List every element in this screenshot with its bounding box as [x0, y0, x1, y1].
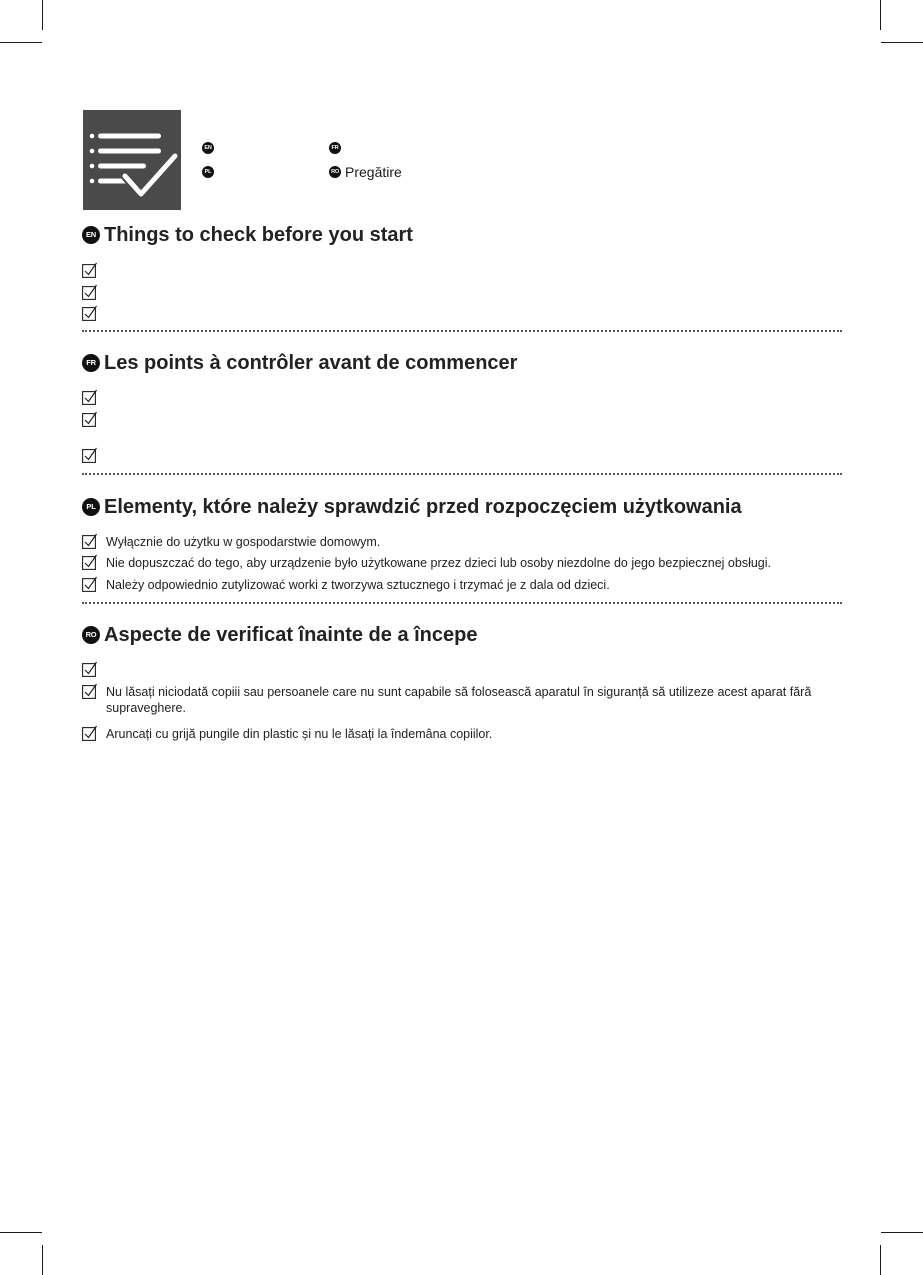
language-badge: PL	[82, 498, 100, 516]
checkbox-checked-icon	[82, 576, 98, 592]
section-heading: Elementy, które należy sprawdzić przed rozpoczęciem użytkowania	[104, 496, 742, 518]
language-badge: PL	[202, 166, 214, 178]
crop-mark	[42, 1245, 43, 1275]
dotted-divider	[82, 602, 842, 604]
section-title-pl	[82, 496, 742, 519]
language-badge: RO	[82, 626, 100, 644]
dotted-divider	[82, 473, 842, 475]
crop-mark	[0, 42, 42, 43]
language-badge: EN	[82, 226, 100, 244]
crop-mark	[881, 1232, 923, 1233]
checkbox-checked-icon	[82, 533, 98, 549]
checkbox-checked-icon	[82, 389, 98, 405]
checkbox-checked-icon	[82, 411, 98, 427]
crop-mark	[880, 0, 881, 30]
section-title-en	[82, 224, 413, 247]
section-title-fr	[82, 352, 517, 375]
language-badge: RO	[329, 166, 341, 178]
checkbox-checked-icon	[82, 305, 98, 321]
checklist-item-text: Aruncați cu grijă pungile din plastic și nu le lăsați la îndemâna copiilor.	[106, 727, 493, 741]
crop-mark	[880, 1245, 881, 1275]
section-title-ro	[82, 624, 477, 647]
checklist-item-text: Należy odpowiednio zutylizować worki z tworzywa sztucznego i trzymać je z dala od dzieci.	[106, 578, 610, 592]
crop-mark	[881, 42, 923, 43]
checkbox-checked-icon	[82, 262, 98, 278]
checklist-item-text: Nie dopuszczać do tego, aby urządzenie było użytkowane przez dzieci lub osoby niezdolne do jego bezpiecznej obsługi.	[106, 556, 771, 570]
checkbox-checked-icon	[82, 284, 98, 300]
header-label-pl	[202, 163, 218, 180]
section-heading: Les points à contrôler avant de commencer	[104, 352, 518, 374]
checklist-item-text: Nu lăsați niciodată copiii sau persoanele care nu sunt capabile să folosească aparatul în siguranță să utilizeze acest aparat fără supraveghere.	[106, 685, 812, 715]
dotted-divider	[82, 330, 842, 332]
header-label-fr	[329, 139, 345, 156]
header-label-en	[202, 139, 218, 156]
checkbox-checked-icon	[82, 661, 98, 677]
checkbox-checked-icon	[82, 725, 98, 741]
checklist-item-text: Wyłącznie do użytku w gospodarstwie domowym.	[106, 535, 381, 549]
section-heading: Things to check before you start	[104, 224, 413, 246]
checklist-icon	[83, 110, 181, 210]
language-badge: EN	[202, 142, 214, 154]
checkbox-checked-icon	[82, 683, 98, 699]
checkbox-checked-icon	[82, 554, 98, 570]
section-heading: Aspecte de verificat înainte de a începe	[104, 624, 478, 646]
crop-mark	[0, 1232, 42, 1233]
checkbox-checked-icon	[82, 447, 98, 463]
crop-mark	[42, 0, 43, 30]
header-label-ro: RO Pregătire	[329, 163, 402, 180]
language-badge: FR	[329, 142, 341, 154]
language-badge: FR	[82, 354, 100, 372]
